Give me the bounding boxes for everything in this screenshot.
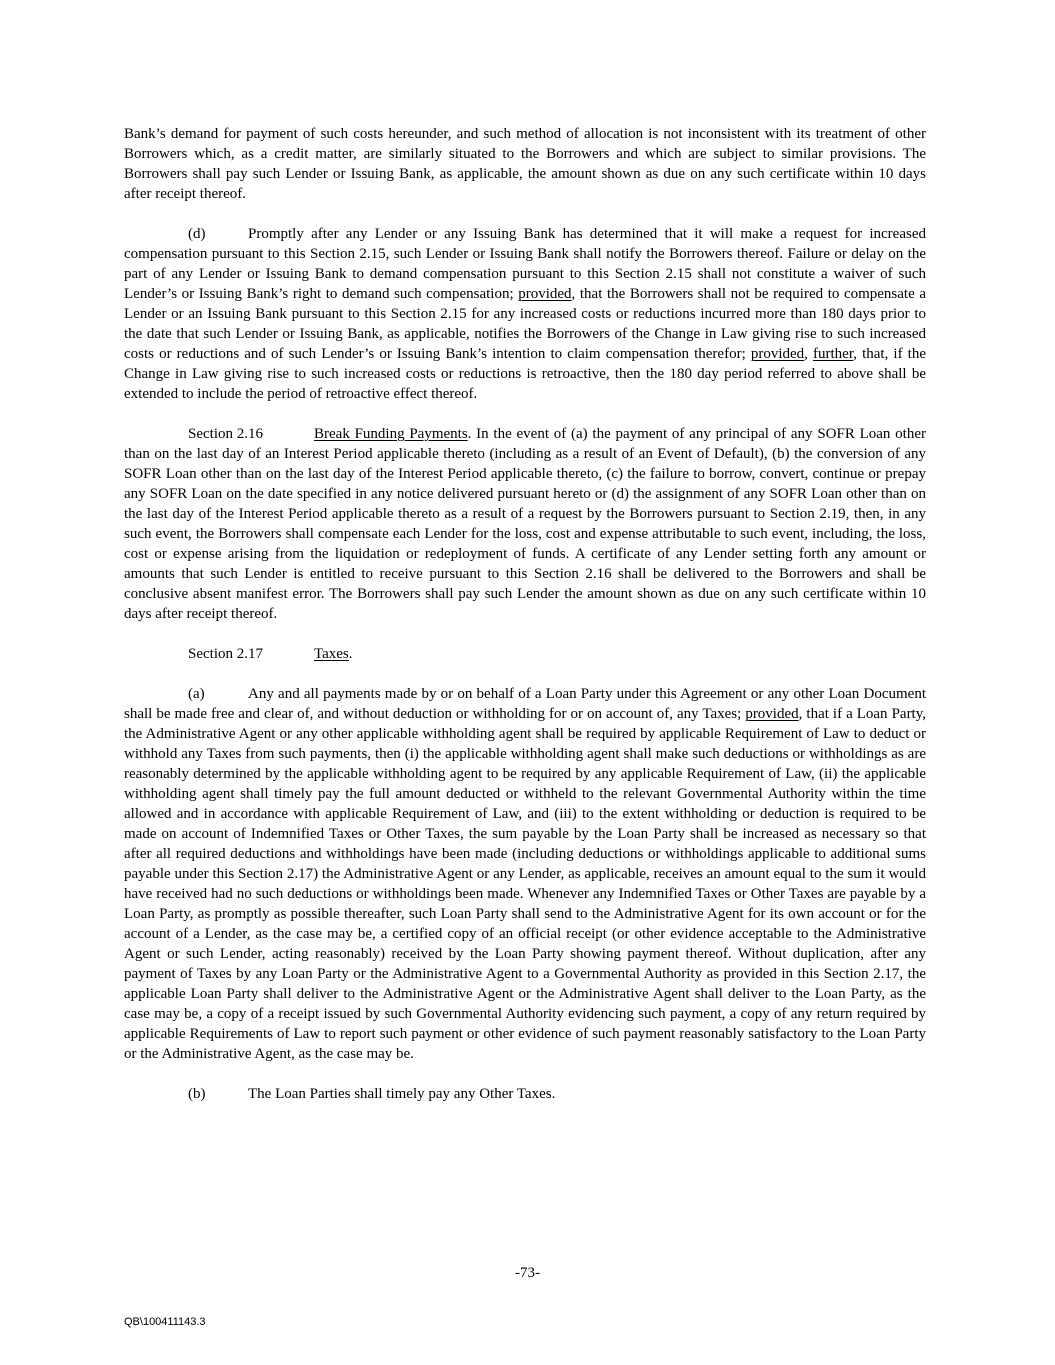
paragraph-continuation: Bank’s demand for payment of such costs hereunder, and such method of allocation is not inconsistent with its treatment of other Borrowers which, as a credit matter, are similarly situated to the Borrowers and which are subject to similar provisions. The Borrowers shall pay such Lender or Issuing Bank, as applicable, the amount shown as due on any such certificate within 10 days after receipt thereof. [124, 126, 926, 202]
paragraph-d-text-3: , [804, 346, 814, 362]
paragraph-a-text-1: Any and all payments made by or on behalf of a Loan Party under this Agreement or any other Loan Document shall be made free and clear of, and without deduction or withholding for or on account of, any Taxes; [124, 686, 926, 722]
provided-term-1: provided [518, 286, 572, 302]
paragraph-b-text: The Loan Parties shall timely pay any Other Taxes. [248, 1086, 556, 1102]
paragraph-d-text-1: Promptly after any Lender or any Issuing Bank has determined that it will make a request for increased compensation pursuant to this Section 2.15, such Lender or Issuing Bank shall notify the Borrowers thereof. Failure or delay on the part of any Lender or Issuing Bank to demand compensation pursuant to this Section 2.15 shall not constitute a waiver of such Lender’s or Issuing Bank’s right to demand such compensation; [124, 226, 926, 302]
section-2-16-text: . In the event of (a) the payment of any principal of any SOFR Loan other than on the last day of an Interest Period applicable thereto (including as a result of an Event of Default), (b) the conversion of any SOFR Loan other than on the last day of the Interest Period applicable thereto, (c) the failure to borrow, convert, continue or prepay any SOFR Loan on the date specified in any notice delivered pursuant hereto or (d) the assignment of any SOFR Loan other than on the last day of the Interest Period applicable thereto as a result of a request by the Borrowers pursuant to Section 2.19, then, in any such event, the Borrowers shall compensate each Lender for the loss, cost and expense attributable to such event, including, the loss, cost or expense arising from the liquidation or redeployment of funds. A certificate of any Lender setting forth any amount or amounts that such Lender is entitled to receive pursuant to this Section 2.16 shall be delivered to the Borrowers and shall be conclusive absent manifest error. The Borrowers shall pay such Lender the amount shown as due on any such certificate within 10 days after receipt thereof. [124, 426, 926, 622]
paragraph-label-a: (a) [188, 686, 205, 702]
section-2-16-title: Break Funding Payments [314, 426, 468, 442]
provided-term-3: provided [745, 706, 799, 722]
section-2-17-title: Taxes [314, 646, 349, 662]
section-2-16 [124, 424, 926, 624]
provided-term-2: provided [750, 346, 805, 362]
section-2-17-title-dot: . [348, 646, 353, 662]
paragraph-d [124, 224, 926, 404]
section-2-16-label: Section 2.16 [188, 426, 263, 442]
document-page [124, 124, 926, 1124]
page-number: -73- [515, 1265, 540, 1281]
paragraph-b [124, 1084, 926, 1104]
section-2-17-label: Section 2.17 [188, 646, 263, 662]
paragraph-label-b: (b) [188, 1086, 206, 1102]
paragraph-label-d: (d) [188, 226, 206, 242]
section-2-17-heading [124, 644, 926, 664]
paragraph-d-text-4: , that, if the Change in Law giving rise to such increased costs or reductions is retroactive, then the 180 day period referred to above shall be extended to include the period of retroactive effect thereof. [124, 346, 926, 402]
document-id: QB\100411143.3 [124, 1316, 206, 1328]
paragraph-a-text-2: , that if a Loan Party, the Administrative Agent or any other applicable withholding agent shall be required by applicable Requirement of Law to deduct or withhold any Taxes from such payments, then (i) the applicable withholding agent shall make such deductions or withholdings as are reasonably determined by the applicable withholding agent to be required by any applicable Requirement of Law, (ii) the applicable withholding agent shall timely pay the full amount deducted or withheld to the relevant Governmental Authority within the time allowed and in accordance with applicable Requirement of Law, and (iii) to the extent withholding or deduction is required to be made on account of Indemnified Taxes or Other Taxes, the sum payable by the Loan Party shall be increased as necessary so that after all required deductions and withholdings have been made (including deductions or withholdings applicable to additional sums payable under this Section 2.17) the Administrative Agent or any Lender, as applicable, receives an amount equal to the sum it would have received had no such deductions or withholdings been made. Whenever any Indemnified Taxes or Other Taxes are payable by a Loan Party, as promptly as possible thereafter, such Loan Party shall send to the Administrative Agent for its own account or for the account of a Lender, as the case may be, a certified copy of an official receipt (or other evidence acceptable to the Administrative Agent or such Lender, acting reasonably) received by the Loan Party showing payment thereof. Without duplication, after any payment of Taxes by any Loan Party or the Administrative Agent to a Governmental Authority as provided in this Section 2.17, the applicable Loan Party shall deliver to the Administrative Agent or the Administrative Agent shall deliver to the Loan Party, as the case may be, a copy of a receipt issued by such Governmental Authority evidencing such payment, a copy of any return required by applicable Requirements of Law to report such payment or other evidence of such payment reasonably satisfactory to the Loan Party or the Administrative Agent, as the case may be. [124, 706, 927, 1062]
further-term: further [813, 346, 854, 362]
paragraph-d-text-2: , that the Borrowers shall not be required to compensate a Lender or an Issuing Bank pursuant to this Section 2.15 for any increased costs or reductions incurred more than 180 days prior to the date that such Lender or Issuing Bank, as applicable, notifies the Borrowers of the Change in Law giving rise to such increased costs or reductions and of such Lender’s or Issuing Bank’s intention to claim compensation therefor; [124, 286, 926, 362]
paragraph-a [124, 684, 926, 1064]
